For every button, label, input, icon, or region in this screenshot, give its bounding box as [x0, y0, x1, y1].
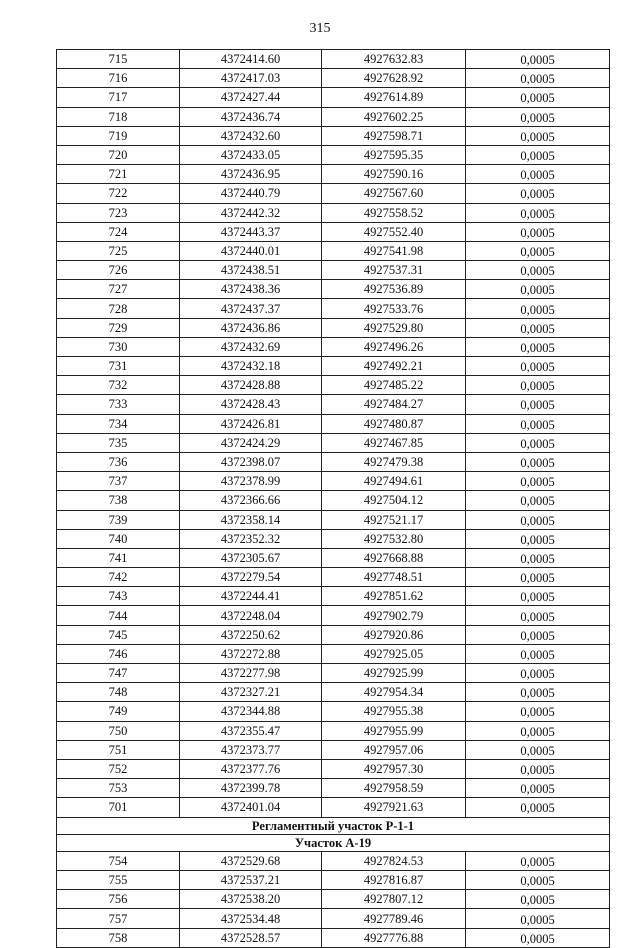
point-number-cell: 747 [57, 664, 180, 683]
y-coordinate-cell: 4927902.79 [322, 606, 466, 625]
point-number-cell: 734 [57, 414, 180, 433]
y-coordinate-cell: 4927628.92 [322, 69, 466, 88]
point-number-cell: 715 [57, 50, 180, 69]
x-coordinate-cell: 4372248.04 [180, 606, 322, 625]
table-row [57, 50, 610, 69]
table-row [57, 107, 610, 126]
y-coordinate-cell: 4927558.52 [322, 203, 466, 222]
x-coordinate-cell: 4372373.77 [180, 740, 322, 759]
table-row [57, 184, 610, 203]
y-coordinate-cell: 4927807.12 [322, 890, 466, 909]
table-row [57, 222, 610, 241]
y-coordinate-cell: 4927957.06 [322, 740, 466, 759]
table-row [57, 280, 610, 299]
value-cell: 0,0005 [466, 759, 610, 778]
table-row [57, 126, 610, 145]
x-coordinate-cell: 4372437.37 [180, 299, 322, 318]
table-row [57, 529, 610, 548]
x-coordinate-cell: 4372366.66 [180, 491, 322, 510]
x-coordinate-cell: 4372398.07 [180, 452, 322, 471]
x-coordinate-cell: 4372344.88 [180, 702, 322, 721]
y-coordinate-cell: 4927598.71 [322, 126, 466, 145]
point-number-cell: 722 [57, 184, 180, 203]
y-coordinate-cell: 4927776.88 [322, 928, 466, 947]
y-coordinate-cell: 4927484.27 [322, 395, 466, 414]
point-number-cell: 727 [57, 280, 180, 299]
x-coordinate-cell: 4372424.29 [180, 433, 322, 452]
point-number-cell: 738 [57, 491, 180, 510]
y-coordinate-cell: 4927955.99 [322, 721, 466, 740]
table-row [57, 299, 610, 318]
point-number-cell: 744 [57, 606, 180, 625]
y-coordinate-cell: 4927921.63 [322, 798, 466, 817]
point-number-cell: 750 [57, 721, 180, 740]
table-row [57, 241, 610, 260]
value-cell: 0,0005 [466, 261, 610, 280]
table-row [57, 337, 610, 356]
x-coordinate-cell: 4372432.69 [180, 337, 322, 356]
table-row [57, 644, 610, 663]
y-coordinate-cell: 4927532.80 [322, 529, 466, 548]
y-coordinate-cell: 4927824.53 [322, 851, 466, 870]
table-row [57, 395, 610, 414]
value-cell: 0,0005 [466, 203, 610, 222]
table-row [57, 452, 610, 471]
value-cell: 0,0005 [466, 184, 610, 203]
value-cell: 0,0005 [466, 145, 610, 164]
point-number-cell: 737 [57, 472, 180, 491]
value-cell: 0,0005 [466, 568, 610, 587]
point-number-cell: 755 [57, 871, 180, 890]
table-row [57, 88, 610, 107]
table-row [57, 357, 610, 376]
value-cell: 0,0005 [466, 395, 610, 414]
x-coordinate-cell: 4372417.03 [180, 69, 322, 88]
y-coordinate-cell: 4927595.35 [322, 145, 466, 164]
y-coordinate-cell: 4927851.62 [322, 587, 466, 606]
value-cell: 0,0005 [466, 165, 610, 184]
value-cell: 0,0005 [466, 452, 610, 471]
y-coordinate-cell: 4927533.76 [322, 299, 466, 318]
value-cell: 0,0005 [466, 644, 610, 663]
y-coordinate-cell: 4927492.21 [322, 357, 466, 376]
y-coordinate-cell: 4927552.40 [322, 222, 466, 241]
value-cell: 0,0005 [466, 414, 610, 433]
subsection-title: Участок А-19 [57, 834, 610, 851]
value-cell: 0,0005 [466, 50, 610, 69]
value-cell: 0,0005 [466, 433, 610, 452]
x-coordinate-cell: 4372352.32 [180, 529, 322, 548]
table-row [57, 928, 610, 947]
x-coordinate-cell: 4372401.04 [180, 798, 322, 817]
x-coordinate-cell: 4372438.36 [180, 280, 322, 299]
x-coordinate-cell: 4372378.99 [180, 472, 322, 491]
table-row [57, 871, 610, 890]
value-cell: 0,0005 [466, 587, 610, 606]
x-coordinate-cell: 4372277.98 [180, 664, 322, 683]
x-coordinate-cell: 4372529.68 [180, 851, 322, 870]
x-coordinate-cell: 4372442.32 [180, 203, 322, 222]
table-row [57, 145, 610, 164]
x-coordinate-cell: 4372279.54 [180, 568, 322, 587]
table-row [57, 721, 610, 740]
point-number-cell: 728 [57, 299, 180, 318]
table-row [57, 433, 610, 452]
table-row [57, 318, 610, 337]
y-coordinate-cell: 4927632.83 [322, 50, 466, 69]
table-row [57, 165, 610, 184]
x-coordinate-cell: 4372414.60 [180, 50, 322, 69]
point-number-cell: 716 [57, 69, 180, 88]
point-number-cell: 719 [57, 126, 180, 145]
point-number-cell: 745 [57, 625, 180, 644]
x-coordinate-cell: 4372528.57 [180, 928, 322, 947]
section-title: Регламентный участок Р-1-1 [57, 817, 610, 834]
table-row [57, 548, 610, 567]
value-cell: 0,0005 [466, 88, 610, 107]
y-coordinate-cell: 4927925.99 [322, 664, 466, 683]
table-row [57, 740, 610, 759]
x-coordinate-cell: 4372358.14 [180, 510, 322, 529]
value-cell: 0,0005 [466, 472, 610, 491]
coordinates-table [56, 49, 610, 948]
value-cell: 0,0005 [466, 337, 610, 356]
value-cell: 0,0005 [466, 798, 610, 817]
x-coordinate-cell: 4372436.95 [180, 165, 322, 184]
point-number-cell: 743 [57, 587, 180, 606]
x-coordinate-cell: 4372440.79 [180, 184, 322, 203]
x-coordinate-cell: 4372538.20 [180, 890, 322, 909]
point-number-cell: 732 [57, 376, 180, 395]
point-number-cell: 752 [57, 759, 180, 778]
x-coordinate-cell: 4372438.51 [180, 261, 322, 280]
point-number-cell: 729 [57, 318, 180, 337]
point-number-cell: 730 [57, 337, 180, 356]
value-cell: 0,0005 [466, 280, 610, 299]
x-coordinate-cell: 4372305.67 [180, 548, 322, 567]
y-coordinate-cell: 4927816.87 [322, 871, 466, 890]
point-number-cell: 736 [57, 452, 180, 471]
point-number-cell: 754 [57, 851, 180, 870]
value-cell: 0,0005 [466, 664, 610, 683]
point-number-cell: 751 [57, 740, 180, 759]
value-cell: 0,0005 [466, 529, 610, 548]
x-coordinate-cell: 4372537.21 [180, 871, 322, 890]
table-row [57, 798, 610, 817]
point-number-cell: 724 [57, 222, 180, 241]
y-coordinate-cell: 4927479.38 [322, 452, 466, 471]
y-coordinate-cell: 4927958.59 [322, 779, 466, 798]
x-coordinate-cell: 4372250.62 [180, 625, 322, 644]
table-row [57, 472, 610, 491]
table-row [57, 568, 610, 587]
table-row [57, 510, 610, 529]
value-cell: 0,0005 [466, 299, 610, 318]
point-number-cell: 740 [57, 529, 180, 548]
table-row [57, 606, 610, 625]
table-row [57, 759, 610, 778]
x-coordinate-cell: 4372443.37 [180, 222, 322, 241]
page-number: 315 [309, 21, 331, 36]
y-coordinate-cell: 4927590.16 [322, 165, 466, 184]
y-coordinate-cell: 4927668.88 [322, 548, 466, 567]
value-cell: 0,0005 [466, 909, 610, 928]
point-number-cell: 739 [57, 510, 180, 529]
x-coordinate-cell: 4372426.81 [180, 414, 322, 433]
value-cell: 0,0005 [466, 928, 610, 947]
x-coordinate-cell: 4372436.74 [180, 107, 322, 126]
value-cell: 0,0005 [466, 851, 610, 870]
table-row [57, 890, 610, 909]
point-number-cell: 720 [57, 145, 180, 164]
x-coordinate-cell: 4372433.05 [180, 145, 322, 164]
value-cell: 0,0005 [466, 491, 610, 510]
value-cell: 0,0005 [466, 107, 610, 126]
value-cell: 0,0005 [466, 702, 610, 721]
table-row [57, 702, 610, 721]
table-row [57, 664, 610, 683]
point-number-cell: 731 [57, 357, 180, 376]
y-coordinate-cell: 4927957.30 [322, 759, 466, 778]
point-number-cell: 753 [57, 779, 180, 798]
value-cell: 0,0005 [466, 683, 610, 702]
value-cell: 0,0005 [466, 241, 610, 260]
point-number-cell: 735 [57, 433, 180, 452]
x-coordinate-cell: 4372377.76 [180, 759, 322, 778]
value-cell: 0,0005 [466, 510, 610, 529]
y-coordinate-cell: 4927494.61 [322, 472, 466, 491]
value-cell: 0,0005 [466, 376, 610, 395]
point-number-cell: 749 [57, 702, 180, 721]
x-coordinate-cell: 4372272.88 [180, 644, 322, 663]
y-coordinate-cell: 4927614.89 [322, 88, 466, 107]
point-number-cell: 718 [57, 107, 180, 126]
x-coordinate-cell: 4372399.78 [180, 779, 322, 798]
x-coordinate-cell: 4372327.21 [180, 683, 322, 702]
point-number-cell: 757 [57, 909, 180, 928]
value-cell: 0,0005 [466, 222, 610, 241]
table-row [57, 909, 610, 928]
table-row [57, 203, 610, 222]
table-row [57, 587, 610, 606]
y-coordinate-cell: 4927955.38 [322, 702, 466, 721]
point-number-cell: 756 [57, 890, 180, 909]
x-coordinate-cell: 4372428.43 [180, 395, 322, 414]
table-row [57, 779, 610, 798]
y-coordinate-cell: 4927602.25 [322, 107, 466, 126]
table-row [57, 376, 610, 395]
point-number-cell: 701 [57, 798, 180, 817]
y-coordinate-cell: 4927467.85 [322, 433, 466, 452]
table-row [57, 683, 610, 702]
value-cell: 0,0005 [466, 548, 610, 567]
y-coordinate-cell: 4927496.26 [322, 337, 466, 356]
value-cell: 0,0005 [466, 606, 610, 625]
value-cell: 0,0005 [466, 779, 610, 798]
y-coordinate-cell: 4927485.22 [322, 376, 466, 395]
point-number-cell: 748 [57, 683, 180, 702]
point-number-cell: 726 [57, 261, 180, 280]
value-cell: 0,0005 [466, 871, 610, 890]
x-coordinate-cell: 4372432.60 [180, 126, 322, 145]
table-row [57, 625, 610, 644]
value-cell: 0,0005 [466, 69, 610, 88]
x-coordinate-cell: 4372436.86 [180, 318, 322, 337]
value-cell: 0,0005 [466, 318, 610, 337]
y-coordinate-cell: 4927954.34 [322, 683, 466, 702]
x-coordinate-cell: 4372427.44 [180, 88, 322, 107]
value-cell: 0,0005 [466, 721, 610, 740]
coordinates-table-body [57, 50, 610, 948]
y-coordinate-cell: 4927537.31 [322, 261, 466, 280]
table-row [57, 414, 610, 433]
section-title-row [57, 817, 610, 834]
y-coordinate-cell: 4927920.86 [322, 625, 466, 644]
table-row [57, 491, 610, 510]
point-number-cell: 717 [57, 88, 180, 107]
value-cell: 0,0005 [466, 625, 610, 644]
point-number-cell: 725 [57, 241, 180, 260]
y-coordinate-cell: 4927567.60 [322, 184, 466, 203]
y-coordinate-cell: 4927536.89 [322, 280, 466, 299]
point-number-cell: 758 [57, 928, 180, 947]
value-cell: 0,0005 [466, 740, 610, 759]
point-number-cell: 746 [57, 644, 180, 663]
x-coordinate-cell: 4372244.41 [180, 587, 322, 606]
value-cell: 0,0005 [466, 126, 610, 145]
point-number-cell: 723 [57, 203, 180, 222]
table-row [57, 261, 610, 280]
x-coordinate-cell: 4372534.48 [180, 909, 322, 928]
y-coordinate-cell: 4927748.51 [322, 568, 466, 587]
y-coordinate-cell: 4927541.98 [322, 241, 466, 260]
table-row [57, 69, 610, 88]
x-coordinate-cell: 4372432.18 [180, 357, 322, 376]
point-number-cell: 741 [57, 548, 180, 567]
y-coordinate-cell: 4927504.12 [322, 491, 466, 510]
point-number-cell: 733 [57, 395, 180, 414]
x-coordinate-cell: 4372428.88 [180, 376, 322, 395]
y-coordinate-cell: 4927480.87 [322, 414, 466, 433]
x-coordinate-cell: 4372355.47 [180, 721, 322, 740]
subsection-title-row [57, 834, 610, 851]
point-number-cell: 721 [57, 165, 180, 184]
y-coordinate-cell: 4927925.05 [322, 644, 466, 663]
y-coordinate-cell: 4927789.46 [322, 909, 466, 928]
table-row [57, 851, 610, 870]
x-coordinate-cell: 4372440.01 [180, 241, 322, 260]
value-cell: 0,0005 [466, 890, 610, 909]
y-coordinate-cell: 4927529.80 [322, 318, 466, 337]
point-number-cell: 742 [57, 568, 180, 587]
y-coordinate-cell: 4927521.17 [322, 510, 466, 529]
value-cell: 0,0005 [466, 357, 610, 376]
